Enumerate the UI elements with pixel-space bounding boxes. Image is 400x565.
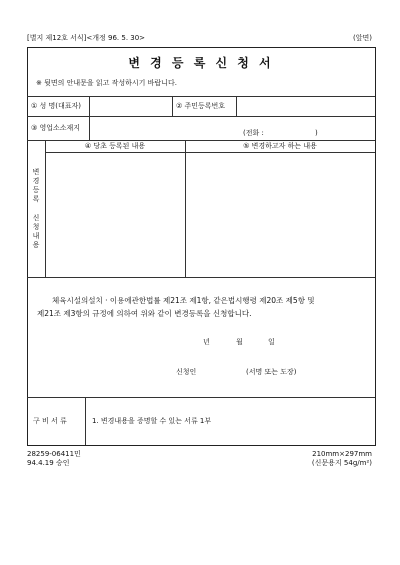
divider-statement	[27, 397, 375, 398]
divider-row2	[27, 140, 375, 141]
phone-label-close: )	[315, 129, 318, 137]
rrn-label: ② 주민등록번호	[176, 102, 226, 110]
notice-text: ※ 뒷면의 안내문을 읽고 작성하시기 바랍니다.	[36, 79, 177, 87]
date-day-unit: 일	[268, 338, 275, 346]
signature-hint: (서명 또는 도장)	[246, 368, 297, 376]
date-month-unit: 월	[236, 338, 243, 346]
footer-code: 28259-06411민	[27, 450, 81, 458]
changes-section-label: 변경등록 신청내용	[32, 168, 40, 250]
divider-name-rrn	[172, 96, 173, 116]
name-label: ① 성 명(대표자)	[31, 102, 81, 110]
footer-paper-type: (신문용지 54g/m²)	[311, 459, 372, 467]
statement-line-2: 제21조 제3항의 규정에 의하여 위와 같이 변경등록을 신청합니다.	[37, 309, 252, 318]
rrn-value-cell	[237, 97, 374, 115]
name-value-cell	[90, 97, 171, 115]
documents-label: 구 비 서 류	[33, 417, 67, 425]
address-label: ③ 영업소소재지	[31, 124, 81, 132]
form-title: 변 경 등 록 신 청 서	[128, 56, 274, 70]
phone-label: (전화 :	[243, 129, 264, 137]
documents-item: 1. 변경내용을 증명할 수 있는 서류 1부	[92, 417, 212, 425]
divider-documents	[85, 397, 86, 445]
footer-paper-size: 210mm×297mm	[312, 450, 372, 458]
applicant-label: 신청인	[176, 368, 197, 376]
form-number: [별지 제12호 서식]<개정 96. 5. 30>	[27, 34, 146, 42]
page-side-label: (앞면)	[353, 34, 372, 42]
new-content-header: ⑤ 변경하고자 하는 내용	[243, 142, 317, 150]
original-content-cell	[46, 153, 184, 276]
original-content-header: ④ 당초 등록된 내용	[84, 142, 146, 150]
divider-changes	[27, 277, 375, 278]
statement-line-1: 체육시설의설치 · 이용에관한법률 제21조 제1항, 같은법시행령 제20조 제5항 및	[52, 296, 315, 305]
new-content-cell	[186, 153, 374, 276]
address-value-cell	[90, 117, 374, 139]
date-year-unit: 년	[203, 338, 210, 346]
footer-approval: 94.4.19 승인	[27, 459, 70, 467]
